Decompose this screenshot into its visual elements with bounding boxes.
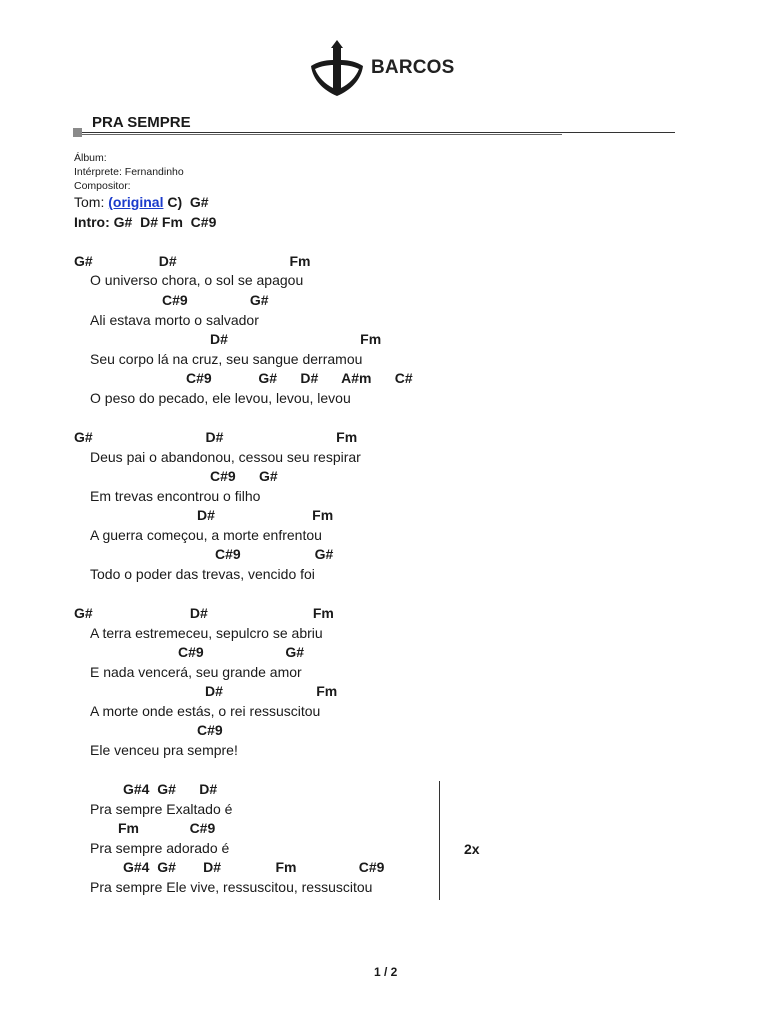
- song-title: PRA SEMPRE: [92, 114, 191, 131]
- lyric-line: Seu corpo lá na cruz, seu sangue derramou: [90, 351, 363, 367]
- lyric-line: Ali estava morto o salvador: [90, 312, 259, 328]
- lyric-line: Pra sempre adorado é: [90, 840, 230, 856]
- album-label: Álbum:: [74, 152, 107, 164]
- title-marker: [73, 128, 82, 137]
- chord-line: G#4 G# D#: [123, 781, 218, 797]
- key-label: Tom:: [74, 194, 109, 210]
- lyric-line: A morte onde estás, o rei ressuscitou: [90, 703, 321, 719]
- chord-line: D# Fm: [197, 507, 334, 523]
- performer-label: Intérprete: Fernandinho: [74, 166, 184, 178]
- chord-line: D# Fm: [210, 331, 382, 347]
- lyric-line: A terra estremeceu, sepulcro se abriu: [90, 625, 323, 641]
- chord-line: G#4 G# D# Fm C#9: [123, 859, 385, 875]
- lyric-line: A guerra começou, a morte enfrentou: [90, 527, 322, 543]
- lyric-line: O peso do pecado, ele levou, levou, levou: [90, 390, 351, 406]
- brand-name: BARCOS: [371, 57, 455, 78]
- original-key-link[interactable]: (original: [108, 194, 164, 210]
- lyric-line: Todo o poder das trevas, vencido foi: [90, 566, 315, 582]
- page-number: 1 / 2: [374, 965, 398, 979]
- barcos-logo: [305, 38, 455, 98]
- chord-line: C#9 G#: [215, 546, 334, 562]
- lyric-line: Pra sempre Ele vive, ressuscitou, ressuscitou: [90, 879, 373, 895]
- title-divider: [82, 132, 675, 133]
- lyric-line: Ele venceu pra sempre!: [90, 742, 238, 758]
- chord-line: C#9: [197, 722, 223, 738]
- chord-line: C#9 G#: [210, 468, 278, 484]
- chord-line: C#9 G#: [162, 292, 269, 308]
- title-divider-secondary: [82, 134, 562, 135]
- key-value: C) G#: [163, 194, 209, 210]
- lyric-line: E nada vencerá, seu grande amor: [90, 664, 302, 680]
- chord-line: G# D# Fm: [74, 429, 358, 445]
- chord-line: Fm C#9: [118, 820, 216, 836]
- repeat-bar: [439, 781, 440, 900]
- composer-label: Compositor:: [74, 180, 131, 192]
- lyric-line: Deus pai o abandonou, cessou seu respirar: [90, 449, 361, 465]
- lyric-line: Em trevas encontrou o filho: [90, 488, 261, 504]
- chord-line: C#9 G# D# A#m C#: [186, 370, 413, 386]
- lyric-line: Pra sempre Exaltado é: [90, 801, 233, 817]
- chord-line: D# Fm: [205, 683, 338, 699]
- barcos-emblem-icon: [305, 38, 369, 98]
- chord-line: C#9 G#: [178, 644, 305, 660]
- intro-chords: Intro: G# D# Fm C#9: [74, 214, 217, 230]
- key-line: [74, 194, 209, 210]
- chord-line: G# D# Fm: [74, 253, 311, 269]
- chord-line: G# D# Fm: [74, 605, 334, 621]
- lyric-line: O universo chora, o sol se apagou: [90, 272, 304, 288]
- repeat-marker: 2x: [464, 841, 480, 857]
